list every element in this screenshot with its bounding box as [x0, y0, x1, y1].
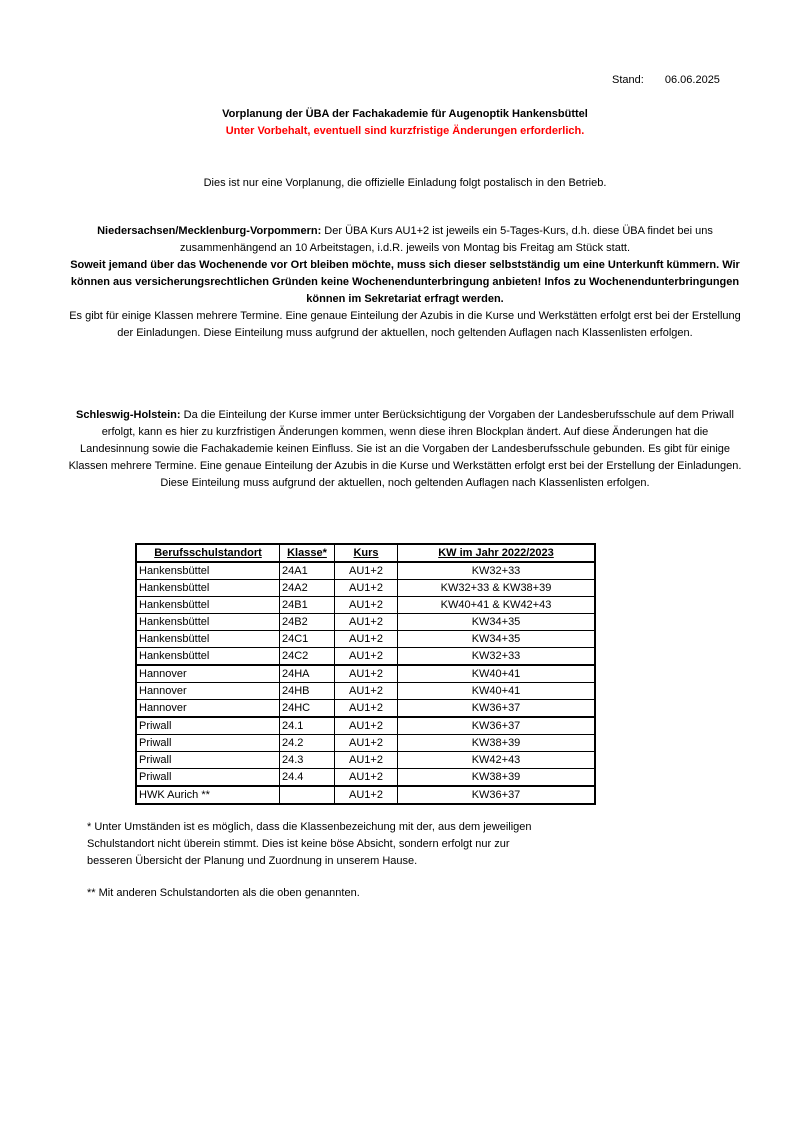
cell-standort: Hannover: [136, 700, 280, 718]
cell-klasse: [280, 786, 335, 804]
stand-line: [612, 74, 720, 86]
table-row: [136, 769, 595, 787]
cell-klasse: 24.1: [280, 717, 335, 735]
cell-kw: KW40+41: [398, 665, 596, 683]
cell-klasse: 24.3: [280, 752, 335, 769]
footnote-class-name: [87, 819, 532, 870]
cell-kw: KW34+35: [398, 614, 596, 631]
cell-kurs: AU1+2: [335, 614, 398, 631]
cell-kw: KW36+37: [398, 786, 596, 804]
footnote-1-line-3: besseren Übersicht der Planung und Zuordnung in unserem Hause.: [87, 855, 418, 867]
section-schleswig-holstein-label: Schleswig-Holstein:: [76, 409, 181, 421]
cell-kurs: AU1+2: [335, 700, 398, 718]
cell-kurs: AU1+2: [335, 717, 398, 735]
section-schleswig-holstein: [66, 407, 744, 492]
cell-kurs: AU1+2: [335, 631, 398, 648]
cell-kw: KW40+41 & KW42+43: [398, 597, 596, 614]
cell-kw: KW42+43: [398, 752, 596, 769]
table-row: [136, 614, 595, 631]
table-row: [136, 580, 595, 597]
table-row: [136, 700, 595, 718]
header-berufsschulstandort: Berufsschulstandort: [136, 544, 280, 562]
cell-standort: Hannover: [136, 683, 280, 700]
cell-kw: KW38+39: [398, 769, 596, 787]
cell-kurs: AU1+2: [335, 752, 398, 769]
cell-standort: Hankensbüttel: [136, 631, 280, 648]
cell-kurs: AU1+2: [335, 580, 398, 597]
section-niedersachsen-text: Der ÜBA Kurs AU1+2 ist jeweils ein 5-Tages-Kurs, d.h. diese ÜBA findet bei uns zusammenhängend an 10 Arbeitstagen, i.d.R. jeweils von Montag bis Freitag am Stück statt.: [179, 225, 713, 254]
cell-kw: KW32+33: [398, 562, 596, 580]
cell-standort: HWK Aurich **: [136, 786, 280, 804]
stand-label: Stand:: [612, 74, 644, 86]
cell-kurs: AU1+2: [335, 562, 398, 580]
table-body: [136, 562, 595, 804]
section-niedersachsen-text-2: Es gibt für einige Klassen mehrere Termine. Eine genaue Einteilung der Azubis in die Kurse und Werkstätten erfolgt erst bei der Erstellung der Einladungen. Diese Einteilung muss aufgrund der aktuellen, noch geltenden Auflagen nach Klassenlisten erfolgen.: [69, 310, 741, 339]
cell-standort: Hankensbüttel: [136, 562, 280, 580]
cell-klasse: 24HB: [280, 683, 335, 700]
cell-standort: Priwall: [136, 735, 280, 752]
header-klasse: Klasse*: [280, 544, 335, 562]
cell-kw: KW40+41: [398, 683, 596, 700]
table-row: [136, 597, 595, 614]
cell-kw: KW36+37: [398, 717, 596, 735]
table-row: [136, 648, 595, 666]
cell-kw: KW36+37: [398, 700, 596, 718]
header-kurs: Kurs: [335, 544, 398, 562]
cell-kurs: AU1+2: [335, 683, 398, 700]
footnote-1-line-2: Schulstandort nicht überein stimmt. Dies ist keine böse Absicht, sondern erfolgt nur zur: [87, 838, 510, 850]
cell-standort: Hankensbüttel: [136, 597, 280, 614]
document-title: Vorplanung der ÜBA der Fachakademie für Augenoptik Hankensbüttel: [222, 108, 588, 120]
cell-kw: KW32+33: [398, 648, 596, 666]
cell-kw: KW38+39: [398, 735, 596, 752]
table-row: [136, 786, 595, 804]
section-schleswig-holstein-text: Da die Einteilung der Kurse immer unter Berücksichtigung der Vorgaben der Landesberufsschule auf dem Priwall erfolgt, kann es hier zu kurzfristigen Änderungen kommen, wenn diese ihren Blockplan ändert. Auf diese Änderungen hat die Landesinnung sowie die Fachakademie keinen Einfluss. Sie ist an die Vorgaben der Landesberufsschule gebunden. Es gibt für einige Klassen mehrere Termine. Eine genaue Einteilung der Azubis in die Kurse und Werkstätten erfolgt erst bei der Erstellung der Einladungen. Diese Einteilung muss aufgrund der aktuellen, noch geltenden Auflagen nach Klassenlisten erfolgen.: [68, 409, 742, 489]
cell-standort: Hankensbüttel: [136, 580, 280, 597]
table-row: [136, 665, 595, 683]
cell-klasse: 24B2: [280, 614, 335, 631]
footnote-1-line-1: * Unter Umständen ist es möglich, dass die Klassenbezeichung mit der, aus dem jeweiligen: [87, 821, 532, 833]
cell-klasse: 24C2: [280, 648, 335, 666]
cell-klasse: 24.2: [280, 735, 335, 752]
section-niedersachsen: [66, 223, 744, 342]
stand-date: 06.06.2025: [664, 74, 720, 86]
table-row: [136, 562, 595, 580]
cell-klasse: 24B1: [280, 597, 335, 614]
cell-kurs: AU1+2: [335, 597, 398, 614]
cell-klasse: 24.4: [280, 769, 335, 787]
cell-kurs: AU1+2: [335, 735, 398, 752]
cell-klasse: 24A1: [280, 562, 335, 580]
warning-text: Unter Vorbehalt, eventuell sind kurzfristige Änderungen erforderlich.: [225, 125, 585, 137]
cell-klasse: 24HC: [280, 700, 335, 718]
table-row: [136, 683, 595, 700]
header-kw: KW im Jahr 2022/2023: [398, 544, 596, 562]
cell-kw: KW32+33 & KW38+39: [398, 580, 596, 597]
cell-kurs: AU1+2: [335, 786, 398, 804]
preplanning-note: Dies ist nur eine Vorplanung, die offizielle Einladung folgt postalisch in den Betrieb.: [203, 177, 607, 189]
cell-kurs: AU1+2: [335, 665, 398, 683]
cell-standort: Priwall: [136, 752, 280, 769]
table-row: [136, 717, 595, 735]
cell-klasse: 24C1: [280, 631, 335, 648]
footnote-other-locations: ** Mit anderen Schulstandorten als die oben genannten.: [87, 887, 360, 899]
cell-kurs: AU1+2: [335, 769, 398, 787]
cell-standort: Hankensbüttel: [136, 614, 280, 631]
section-niedersachsen-label: Niedersachsen/Mecklenburg-Vorpommern:: [97, 225, 322, 237]
schedule-table: [135, 543, 596, 805]
cell-standort: Hannover: [136, 665, 280, 683]
cell-klasse: 24HA: [280, 665, 335, 683]
table-row: [136, 735, 595, 752]
cell-kurs: AU1+2: [335, 648, 398, 666]
cell-standort: Hankensbüttel: [136, 648, 280, 666]
cell-standort: Priwall: [136, 717, 280, 735]
cell-kw: KW34+35: [398, 631, 596, 648]
cell-klasse: 24A2: [280, 580, 335, 597]
section-niedersachsen-bold-text: Soweit jemand über das Wochenende vor Ort bleiben möchte, muss sich dieser selbstständig um eine Unterkunft kümmern. Wir können aus versicherungsrechtlichen Gründen keine Wochenendunterbringung anbieten! Infos zu Wochenendunterbringungen können im Sekretariat erfragt werden.: [70, 259, 740, 305]
table-row: [136, 631, 595, 648]
cell-standort: Priwall: [136, 769, 280, 787]
table-row: [136, 752, 595, 769]
table-header-row: [136, 544, 595, 562]
